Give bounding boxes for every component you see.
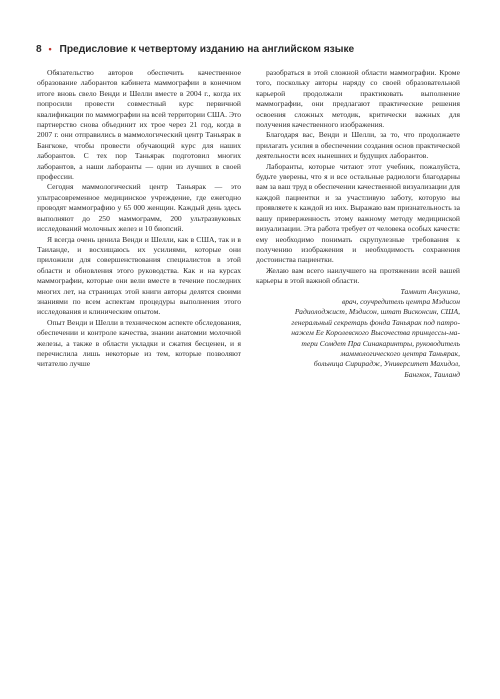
signature-line: генеральный секретарь фонда Таньярак под патро- xyxy=(291,317,460,327)
signature-line: Бангкок, Таиланд xyxy=(404,369,460,379)
signature-line: маммологического центра Таньярак, xyxy=(340,348,460,358)
paragraph: Опыт Венди и Шелли в техническом аспекте обследования, обеспечении и контроле качества, знании анатомии молочной железы, а также в области укладки и сжатия бесценен, и я перечислила лишь некоторые из тем, которые позволяют читателю лучше xyxy=(37,317,241,369)
paragraph: Желаю вам всего наилучшего на протяжении всей вашей карьеры в этой важной области. xyxy=(256,265,460,286)
right-column xyxy=(256,68,460,380)
signature-line: врач, соучредитель центра Мэдисон xyxy=(341,296,460,306)
paragraph: Лаборанты, которые читают этот учебник, пожалуйста, будьте уверены, что я и все остальные радиологи благодарны вам за ваш труд в обеспечении качественной визуализации для каждой пациентки и за участливую заботу, которую вы проявляете к каждой из них. Выражаю вам признательность за вашу приверженность этому важному методу медицинской визуализации. Эта работа требует от человека особых качеств: ему необходимо понимать скрупулезные требования к получению изображения и необходимость сохранения достоинства пациентки. xyxy=(256,161,460,265)
running-header xyxy=(36,44,354,55)
signature-line: тери Сомдет Пра Синакаринтры, руководитель xyxy=(301,338,460,348)
paragraph: разобраться в этой сложной области маммографии. Кроме того, поскольку авторы наряду со своей образовательной карьерой продолжали практиковать выполнение маммографии, они предлагают практические решения освоения сложных методик, критически важных для получения качественного изображения. xyxy=(256,68,460,130)
signature-line: нажем Ее Королевского Высочества принцессы-ма- xyxy=(291,328,460,338)
paragraph: Благодаря вас, Венди и Шелли, за то, что продолжаете прилагать усилия в обеспечении создания основ практической деятельности всех нынешних и будущих лаборантов. xyxy=(256,130,460,161)
bullet-icon: • xyxy=(48,44,52,54)
signature-line: Радиолоджист, Мэдисон, штат Висконсин, США, xyxy=(294,307,460,317)
page-number: 8 xyxy=(36,44,42,55)
paragraph: Обязательство авторов обеспечить качественное образование лаборантов кабинета маммографии в конечном итоге вновь свело Венди и Шелли вместе в 2004 г., когда их попросили провести совместный курс первичной квалификации по маммографии на всей территории США. Это партнерство снова объединит их трое через 21 год, когда в 2007 г. они отправились в маммологический центр Таньярак в Бангкоке, чтобы провести обучающий курс для наших лаборантов. С тех пор Таньярак подготовил многих лаборантов, а наши лаборанты — одни из лучших в своей профессии. xyxy=(37,68,241,182)
signature-line: больница Сирирадж, Университет Махидол, xyxy=(313,359,460,369)
paragraph: Сегодня маммологический центр Таньярак — это ультрасовременное медицинское учреждение, где ежегодно проводят маммографию у 65 000 женщин. Каждый день здесь выполняют до 250 маммограмм, 200 ультразвуковых исследований молочных желез и 10 биопсий. xyxy=(37,182,241,234)
signature-name: Тамнит Ансукина, xyxy=(400,286,460,296)
header-title: Предисловие к четвертому изданию на английском языке xyxy=(59,44,355,55)
paragraph: Я всегда очень ценила Венди и Шелли, как в США, так и в Таиланде, и восхищаюсь их усилиями, которые они приложили для совершенствования специалистов в этой области и обновления этого руководства. Как и на курсах маммографии, которые они вели вместе в течение последних многих лет, на страницах этой книги авторы делятся своими знаниями по всем аспектам процедуры выполнения этого исследования и клиническим опытом. xyxy=(37,234,241,317)
signature-block xyxy=(256,287,460,381)
left-column xyxy=(37,68,241,370)
